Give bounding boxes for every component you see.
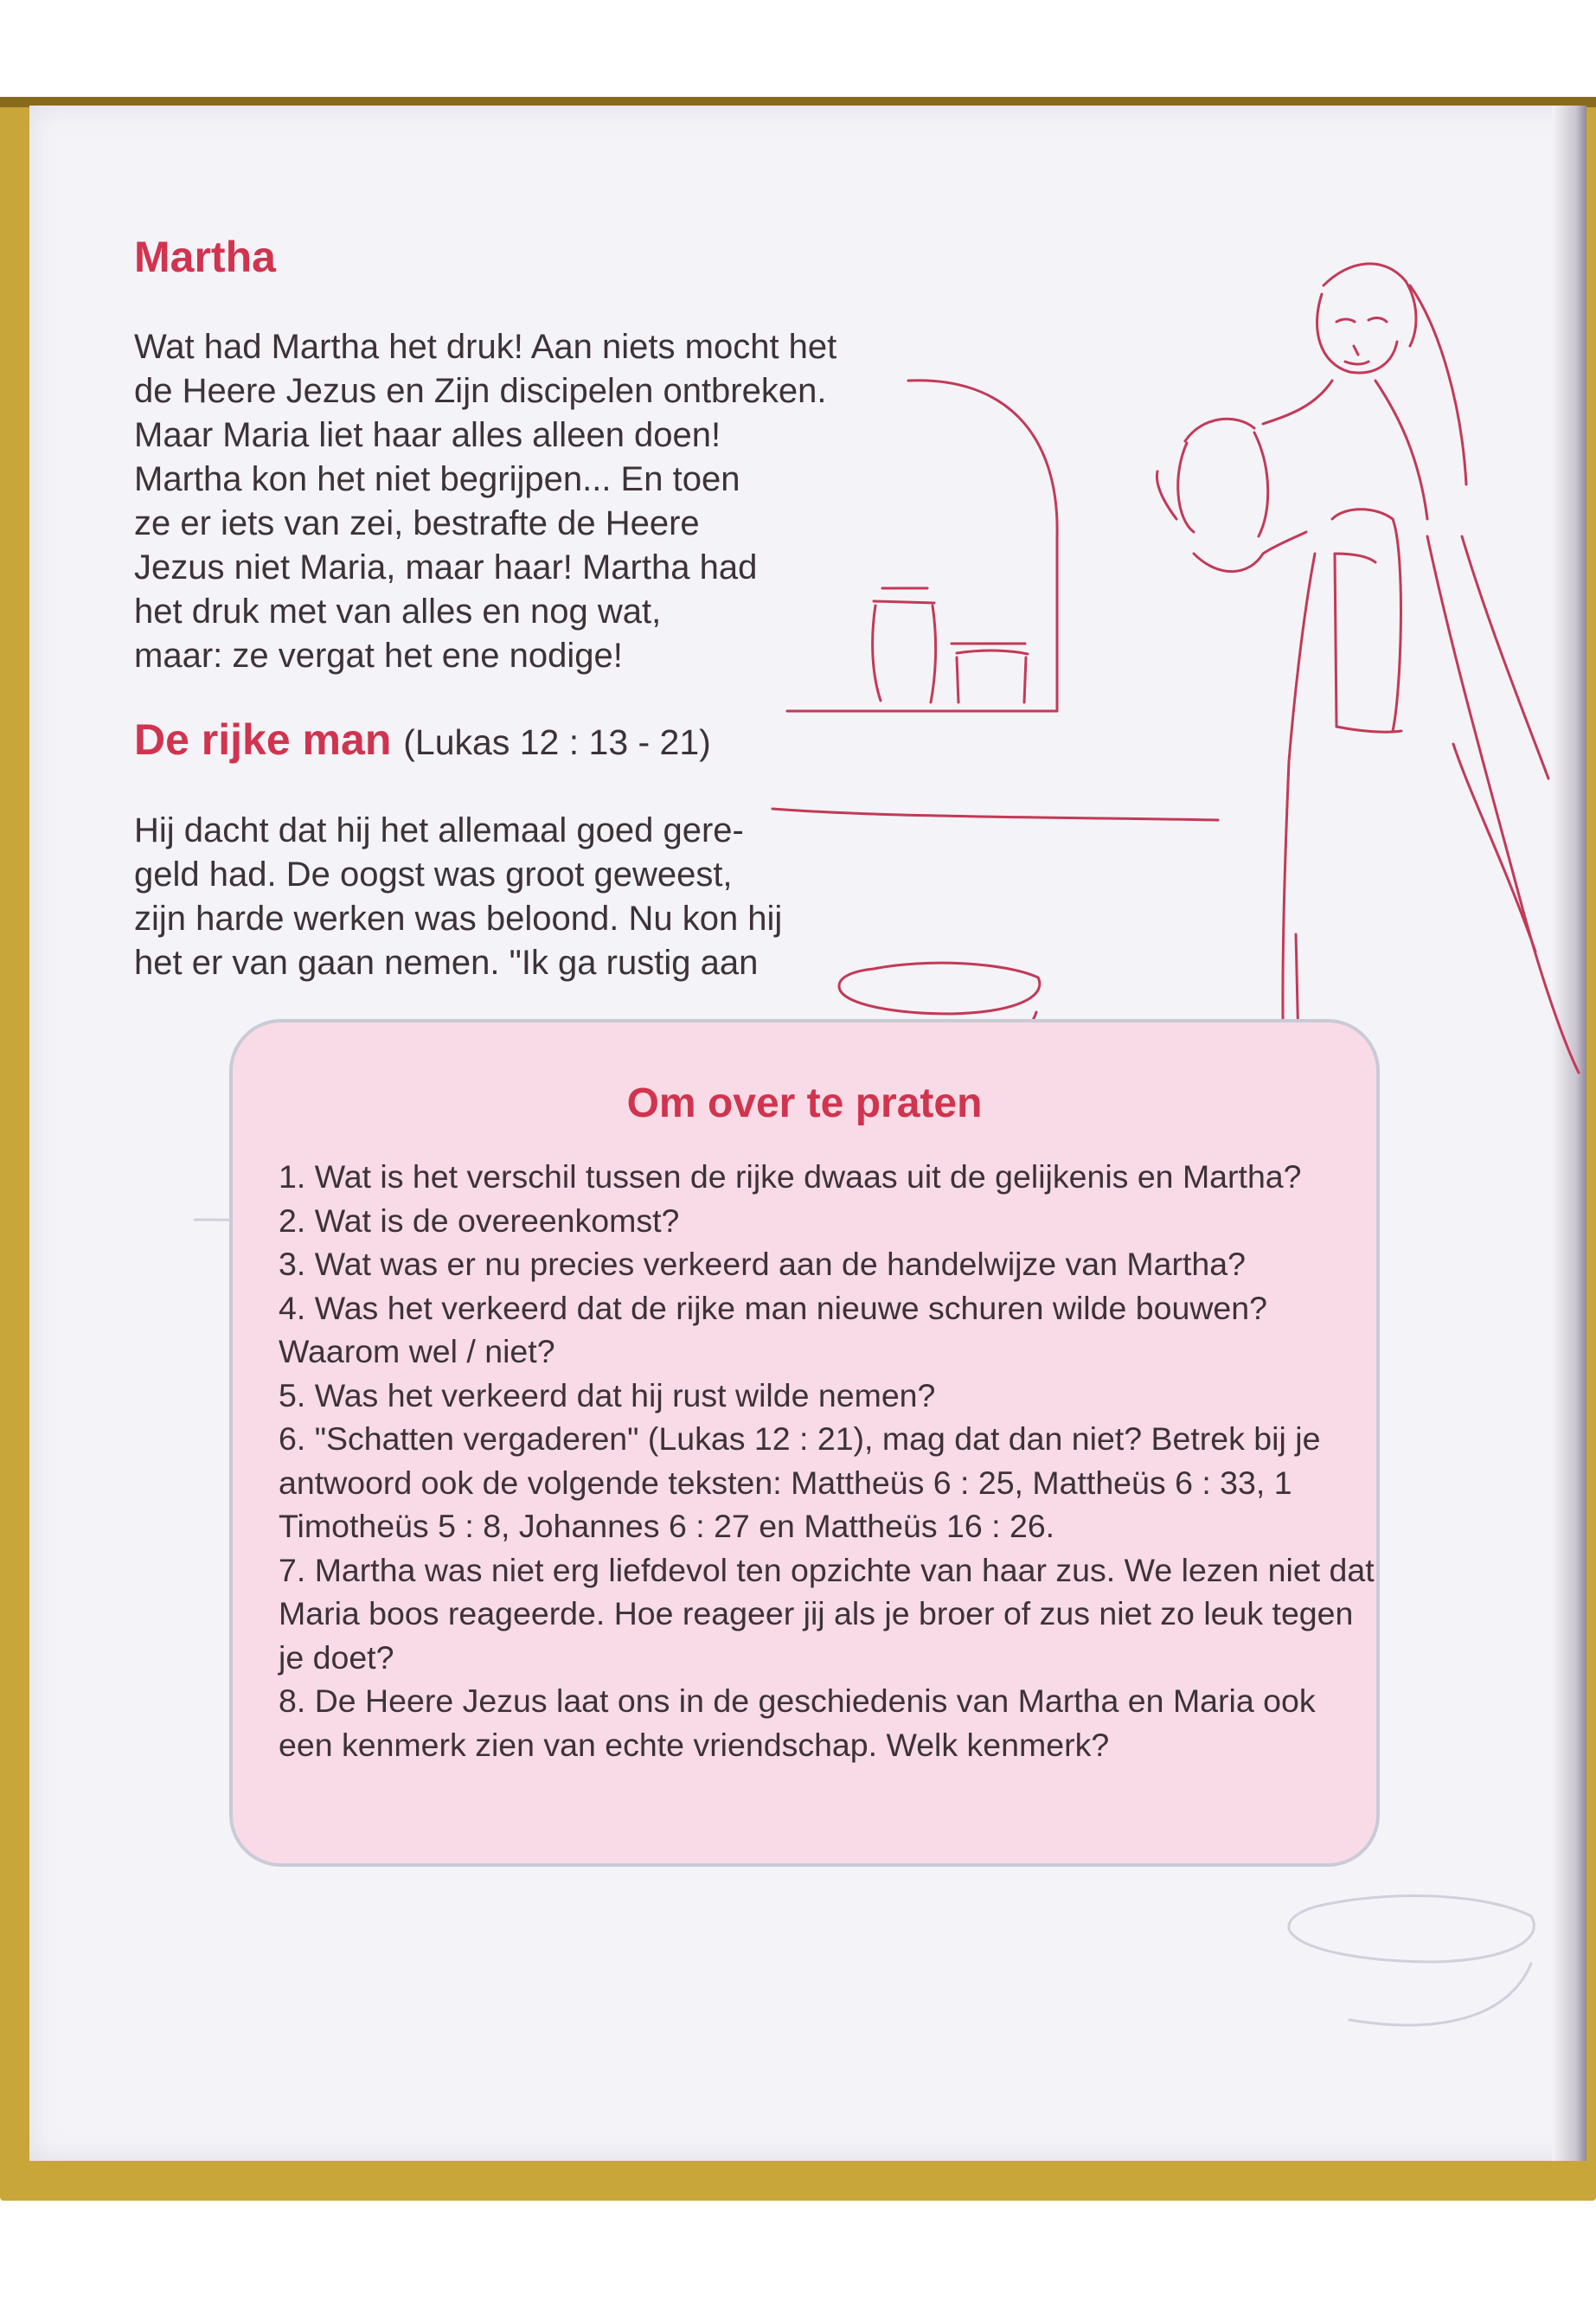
question-item: 5. Was het verkeerd dat hij rust wilde nemen? xyxy=(279,1376,936,1413)
rich-man-title: De rijke man xyxy=(134,715,392,764)
question-item: 3. Wat was er nu precies verkeerd aan de handelwijze van Martha? xyxy=(279,1246,1246,1282)
question-item: 1. Wat is het verschil tussen de rijke dwaas uit de gelijkenis en Martha? xyxy=(279,1158,1302,1195)
discussion-question-list xyxy=(279,1155,1377,1766)
heading-martha: Martha xyxy=(134,233,276,281)
question-item: 4. Was het verkeerd dat de rijke man nieuwe schuren wilde bouwen? Waarom wel / niet? xyxy=(279,1289,1267,1369)
faint-bowl-sketch xyxy=(1289,1896,1534,2025)
woman-with-pitcher-sketch xyxy=(1157,264,1579,1094)
question-item: 8. De Heere Jezus laat ons in de geschiedenis van Martha en Maria ook een kenmerk zien van echte vriendschap. Welk kenmerk? xyxy=(279,1682,1316,1763)
rich-man-body-text: Hij dacht dat hij het allemaal goed gere- geld had. De oogst was groot geweest, zijn harde werken was beloond. Nu kon hij het er van gaan nemen. "Ik ga rustig aan xyxy=(134,811,783,982)
question-item: 6. "Schatten vergaderen" (Lukas 12 : 21), mag dat dan niet? Betrek bij je antwoord ook de volgende teksten: Mattheüs 6 : 25, Mattheüs 6 : 33, 1 Timotheüs 5 : 8, Johannes 6 : 27 en Mattheüs 16 : 26. xyxy=(279,1420,1321,1544)
table-line-sketch xyxy=(772,809,1218,820)
question-item: 2. Wat is de overeenkomst? xyxy=(279,1202,680,1239)
rich-man-reference: (Lukas 12 : 13 - 21) xyxy=(403,722,711,762)
arch-niche-sketch xyxy=(908,381,1057,709)
question-item: 7. Martha was niet erg liefdevol ten opzichte van haar zus. We lezen niet dat Maria boos reageerde. Hoe reageer jij als je broer of zus niet zo leuk tegen je doet? xyxy=(279,1551,1375,1676)
martha-body-text: Wat had Martha het druk! Aan niets mocht het de Heere Jezus en Zijn discipelen ontbreken. Maar Maria liet haar alles alleen doen! Martha kon het niet begrijpen... En toen ze er iets van zei, bestrafte de Heere Jezus niet Maria, maar haar! Martha had het druk met van alles en nog wat, maar: ze vergat het ene nodige! xyxy=(134,328,837,675)
discussion-title: Om over te praten xyxy=(626,1080,983,1126)
heading-rich-man xyxy=(134,715,711,765)
